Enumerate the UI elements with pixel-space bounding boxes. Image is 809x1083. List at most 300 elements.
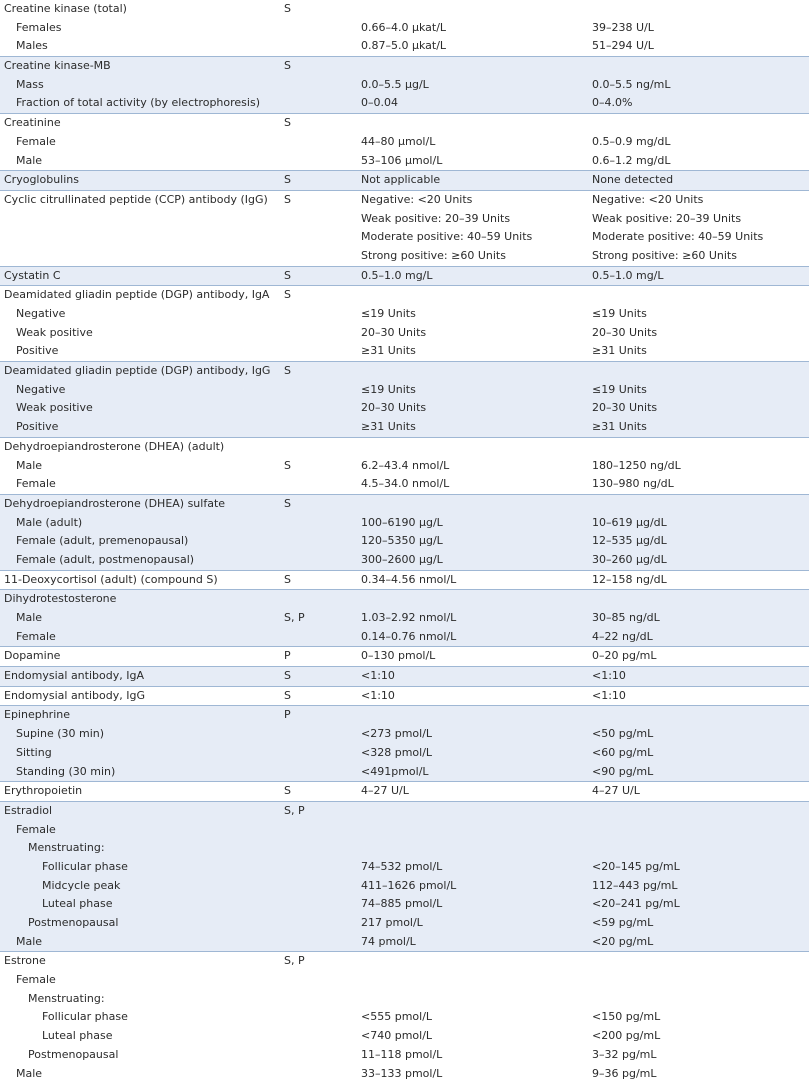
table-row-group xyxy=(0,190,809,266)
si-units-cell xyxy=(361,952,592,971)
specimen-cell xyxy=(284,37,361,56)
test-name-cell: Positive xyxy=(0,418,284,437)
test-name-cell: Male (adult) xyxy=(0,514,284,533)
table-row xyxy=(0,76,809,95)
table-row-group xyxy=(0,437,809,494)
table-row xyxy=(0,133,809,152)
test-name-cell: Postmenopausal xyxy=(0,1046,284,1065)
si-units-cell xyxy=(361,590,592,609)
si-units-cell: 0.66–4.0 µkat/L xyxy=(361,19,592,38)
specimen-cell xyxy=(284,438,361,457)
conventional-units-cell: 4–22 ng/dL xyxy=(592,628,809,647)
table-row xyxy=(0,802,809,821)
si-units-cell: 0.14–0.76 nmol/L xyxy=(361,628,592,647)
table-row xyxy=(0,744,809,763)
si-units-cell xyxy=(361,438,592,457)
conventional-units-cell: <59 pg/mL xyxy=(592,914,809,933)
specimen-cell xyxy=(284,247,361,266)
si-units-cell: 74 pmol/L xyxy=(361,933,592,952)
specimen-cell: S, P xyxy=(284,952,361,971)
specimen-cell xyxy=(284,971,361,990)
specimen-cell: S xyxy=(284,667,361,686)
test-name-cell: Weak positive xyxy=(0,324,284,343)
si-units-cell: 0.0–5.5 µg/L xyxy=(361,76,592,95)
conventional-units-cell: <1:10 xyxy=(592,667,809,686)
conventional-units-cell: None detected xyxy=(592,171,809,190)
test-name-cell: Female (adult, postmenopausal) xyxy=(0,551,284,570)
table-row xyxy=(0,418,809,437)
conventional-units-cell: 12–158 ng/dL xyxy=(592,571,809,590)
table-row xyxy=(0,647,809,666)
conventional-units-cell: 0.6–1.2 mg/dL xyxy=(592,152,809,171)
conventional-units-cell: ≤19 Units xyxy=(592,305,809,324)
specimen-cell: S xyxy=(284,114,361,133)
specimen-cell xyxy=(284,839,361,858)
conventional-units-cell: <60 pg/mL xyxy=(592,744,809,763)
table-row xyxy=(0,475,809,494)
conventional-units-cell: 0.5–0.9 mg/dL xyxy=(592,133,809,152)
test-name-cell: Female xyxy=(0,475,284,494)
test-name-cell: Male xyxy=(0,609,284,628)
si-units-cell xyxy=(361,0,592,19)
test-name-cell xyxy=(0,210,284,229)
table-row xyxy=(0,0,809,19)
conventional-units-cell xyxy=(592,286,809,305)
test-name-cell: Cryoglobulins xyxy=(0,171,284,190)
conventional-units-cell: <20–241 pg/mL xyxy=(592,895,809,914)
table-row xyxy=(0,362,809,381)
table-row-group xyxy=(0,494,809,570)
specimen-cell xyxy=(284,76,361,95)
specimen-cell xyxy=(284,914,361,933)
test-name-cell: Endomysial antibody, IgA xyxy=(0,667,284,686)
test-name-cell: Negative xyxy=(0,381,284,400)
test-name-cell: Cyclic citrullinated peptide (CCP) antibody (IgG) xyxy=(0,191,284,210)
table-row xyxy=(0,763,809,782)
table-row xyxy=(0,952,809,971)
specimen-cell xyxy=(284,1065,361,1083)
test-name-cell: Female (adult, premenopausal) xyxy=(0,532,284,551)
si-units-cell: 20–30 Units xyxy=(361,324,592,343)
si-units-cell: Moderate positive: 40–59 Units xyxy=(361,228,592,247)
si-units-cell: 100–6190 µg/L xyxy=(361,514,592,533)
si-units-cell: 11–118 pmol/L xyxy=(361,1046,592,1065)
conventional-units-cell xyxy=(592,0,809,19)
table-row-group xyxy=(0,56,809,113)
conventional-units-cell xyxy=(592,362,809,381)
table-row xyxy=(0,990,809,1009)
table-row xyxy=(0,114,809,133)
conventional-units-cell xyxy=(592,971,809,990)
conventional-units-cell: 10–619 µg/dL xyxy=(592,514,809,533)
specimen-cell xyxy=(284,133,361,152)
table-row xyxy=(0,706,809,725)
specimen-cell xyxy=(284,475,361,494)
conventional-units-cell xyxy=(592,802,809,821)
table-row xyxy=(0,971,809,990)
si-units-cell xyxy=(361,821,592,840)
table-row xyxy=(0,821,809,840)
table-row xyxy=(0,914,809,933)
conventional-units-cell xyxy=(592,821,809,840)
conventional-units-cell: 12–535 µg/dL xyxy=(592,532,809,551)
si-units-cell: 20–30 Units xyxy=(361,399,592,418)
conventional-units-cell xyxy=(592,114,809,133)
table-row-group xyxy=(0,113,809,170)
conventional-units-cell: 0–4.0% xyxy=(592,94,809,113)
si-units-cell: Negative: <20 Units xyxy=(361,191,592,210)
test-name-cell: Female xyxy=(0,133,284,152)
si-units-cell: 53–106 µmol/L xyxy=(361,152,592,171)
specimen-cell xyxy=(284,514,361,533)
specimen-cell xyxy=(284,532,361,551)
table-row xyxy=(0,152,809,171)
table-row xyxy=(0,590,809,609)
test-name-cell: Creatinine xyxy=(0,114,284,133)
test-name-cell: 11-Deoxycortisol (adult) (compound S) xyxy=(0,571,284,590)
specimen-cell: S xyxy=(284,571,361,590)
si-units-cell xyxy=(361,706,592,725)
test-name-cell: Mass xyxy=(0,76,284,95)
si-units-cell xyxy=(361,57,592,76)
si-units-cell: <273 pmol/L xyxy=(361,725,592,744)
table-row xyxy=(0,191,809,210)
conventional-units-cell: <150 pg/mL xyxy=(592,1008,809,1027)
conventional-units-cell: 20–30 Units xyxy=(592,399,809,418)
si-units-cell: ≥31 Units xyxy=(361,342,592,361)
table-row xyxy=(0,247,809,266)
table-row xyxy=(0,628,809,647)
specimen-cell: S xyxy=(284,171,361,190)
specimen-cell: S xyxy=(284,286,361,305)
specimen-cell xyxy=(284,1027,361,1046)
conventional-units-cell: 0–20 pg/mL xyxy=(592,647,809,666)
test-name-cell: Female xyxy=(0,971,284,990)
conventional-units-cell: 30–85 ng/dL xyxy=(592,609,809,628)
conventional-units-cell: <50 pg/mL xyxy=(592,725,809,744)
specimen-cell xyxy=(284,990,361,1009)
test-name-cell: Endomysial antibody, IgG xyxy=(0,687,284,706)
table-row xyxy=(0,609,809,628)
test-name-cell: Luteal phase xyxy=(0,1027,284,1046)
table-row xyxy=(0,877,809,896)
conventional-units-cell: <20 pg/mL xyxy=(592,933,809,952)
table-row xyxy=(0,399,809,418)
specimen-cell xyxy=(284,210,361,229)
si-units-cell: <1:10 xyxy=(361,687,592,706)
test-name-cell: Deamidated gliadin peptide (DGP) antibody, IgA xyxy=(0,286,284,305)
test-name-cell: Supine (30 min) xyxy=(0,725,284,744)
test-name-cell: Epinephrine xyxy=(0,706,284,725)
specimen-cell xyxy=(284,763,361,782)
test-name-cell: Creatine kinase-MB xyxy=(0,57,284,76)
specimen-cell xyxy=(284,590,361,609)
table-row xyxy=(0,571,809,590)
test-name-cell: Follicular phase xyxy=(0,858,284,877)
si-units-cell: Strong positive: ≥60 Units xyxy=(361,247,592,266)
conventional-units-cell xyxy=(592,839,809,858)
table-row xyxy=(0,324,809,343)
si-units-cell: <491pmol/L xyxy=(361,763,592,782)
si-units-cell: <555 pmol/L xyxy=(361,1008,592,1027)
test-name-cell: Luteal phase xyxy=(0,895,284,914)
conventional-units-cell: Moderate positive: 40–59 Units xyxy=(592,228,809,247)
table-row xyxy=(0,1027,809,1046)
specimen-cell xyxy=(284,877,361,896)
test-name-cell xyxy=(0,247,284,266)
si-units-cell: 0.34–4.56 nmol/L xyxy=(361,571,592,590)
si-units-cell: 217 pmol/L xyxy=(361,914,592,933)
specimen-cell: S xyxy=(284,687,361,706)
si-units-cell xyxy=(361,362,592,381)
conventional-units-cell: ≥31 Units xyxy=(592,342,809,361)
conventional-units-cell: 39–238 U/L xyxy=(592,19,809,38)
si-units-cell: 120–5350 µg/L xyxy=(361,532,592,551)
specimen-cell: S xyxy=(284,57,361,76)
table-row-group xyxy=(0,170,809,190)
table-row-group xyxy=(0,361,809,437)
si-units-cell: <1:10 xyxy=(361,667,592,686)
test-name-cell: Standing (30 min) xyxy=(0,763,284,782)
si-units-cell xyxy=(361,286,592,305)
specimen-cell: S, P xyxy=(284,802,361,821)
table-row xyxy=(0,57,809,76)
test-name-cell: Male xyxy=(0,1065,284,1083)
conventional-units-cell: 3–32 pg/mL xyxy=(592,1046,809,1065)
specimen-cell xyxy=(284,821,361,840)
specimen-cell: P xyxy=(284,706,361,725)
conventional-units-cell xyxy=(592,590,809,609)
conventional-units-cell xyxy=(592,952,809,971)
table-row-group xyxy=(0,285,809,361)
specimen-cell xyxy=(284,94,361,113)
specimen-cell xyxy=(284,305,361,324)
specimen-cell xyxy=(284,858,361,877)
table-row xyxy=(0,687,809,706)
table-row xyxy=(0,782,809,801)
si-units-cell xyxy=(361,495,592,514)
conventional-units-cell: <20–145 pg/mL xyxy=(592,858,809,877)
specimen-cell xyxy=(284,324,361,343)
table-row xyxy=(0,725,809,744)
specimen-cell: S, P xyxy=(284,609,361,628)
table-row-group xyxy=(0,951,809,1083)
test-name-cell: Estrone xyxy=(0,952,284,971)
test-name-cell: Dehydroepiandrosterone (DHEA) sulfate xyxy=(0,495,284,514)
table-row-group xyxy=(0,646,809,666)
test-name-cell: Male xyxy=(0,933,284,952)
si-units-cell: 74–532 pmol/L xyxy=(361,858,592,877)
specimen-cell: S xyxy=(284,191,361,210)
conventional-units-cell: ≥31 Units xyxy=(592,418,809,437)
si-units-cell xyxy=(361,114,592,133)
si-units-cell: Not applicable xyxy=(361,171,592,190)
si-units-cell: <328 pmol/L xyxy=(361,744,592,763)
conventional-units-cell: 180–1250 ng/dL xyxy=(592,457,809,476)
test-name-cell: Creatine kinase (total) xyxy=(0,0,284,19)
si-units-cell: 1.03–2.92 nmol/L xyxy=(361,609,592,628)
specimen-cell xyxy=(284,418,361,437)
si-units-cell: 44–80 µmol/L xyxy=(361,133,592,152)
si-units-cell: 6.2–43.4 nmol/L xyxy=(361,457,592,476)
si-units-cell xyxy=(361,971,592,990)
si-units-cell: 0.87–5.0 µkat/L xyxy=(361,37,592,56)
table-row xyxy=(0,19,809,38)
test-name-cell: Weak positive xyxy=(0,399,284,418)
test-name-cell xyxy=(0,228,284,247)
test-name-cell: Male xyxy=(0,152,284,171)
specimen-cell xyxy=(284,628,361,647)
table-row xyxy=(0,37,809,56)
test-name-cell: Male xyxy=(0,457,284,476)
table-row xyxy=(0,667,809,686)
table-row-group xyxy=(0,801,809,952)
si-units-cell: 0.5–1.0 mg/L xyxy=(361,267,592,286)
table-row xyxy=(0,514,809,533)
test-name-cell: Fraction of total activity (by electrophoresis) xyxy=(0,94,284,113)
test-name-cell: Deamidated gliadin peptide (DGP) antibody, IgG xyxy=(0,362,284,381)
specimen-cell xyxy=(284,342,361,361)
specimen-cell xyxy=(284,933,361,952)
conventional-units-cell: ≤19 Units xyxy=(592,381,809,400)
si-units-cell: ≥31 Units xyxy=(361,418,592,437)
test-name-cell: Males xyxy=(0,37,284,56)
specimen-cell xyxy=(284,152,361,171)
table-row-group xyxy=(0,686,809,706)
table-row-group xyxy=(0,666,809,686)
conventional-units-cell: Weak positive: 20–39 Units xyxy=(592,210,809,229)
table-row-group xyxy=(0,0,809,56)
specimen-cell: S xyxy=(284,267,361,286)
conventional-units-cell xyxy=(592,990,809,1009)
test-name-cell: Female xyxy=(0,821,284,840)
test-name-cell: Midcycle peak xyxy=(0,877,284,896)
table-row-group xyxy=(0,589,809,646)
conventional-units-cell xyxy=(592,495,809,514)
specimen-cell: S xyxy=(284,495,361,514)
test-name-cell: Follicular phase xyxy=(0,1008,284,1027)
table-row xyxy=(0,495,809,514)
si-units-cell: 0–0.04 xyxy=(361,94,592,113)
specimen-cell: S xyxy=(284,362,361,381)
table-row xyxy=(0,267,809,286)
test-name-cell: Postmenopausal xyxy=(0,914,284,933)
specimen-cell xyxy=(284,551,361,570)
table-row xyxy=(0,438,809,457)
table-row-group xyxy=(0,570,809,590)
specimen-cell xyxy=(284,1046,361,1065)
table-row xyxy=(0,551,809,570)
specimen-cell: P xyxy=(284,647,361,666)
table-row xyxy=(0,228,809,247)
specimen-cell xyxy=(284,381,361,400)
table-row xyxy=(0,457,809,476)
table-row xyxy=(0,381,809,400)
table-row xyxy=(0,895,809,914)
specimen-cell xyxy=(284,895,361,914)
table-row xyxy=(0,1065,809,1083)
table-row xyxy=(0,839,809,858)
test-name-cell: Dopamine xyxy=(0,647,284,666)
test-name-cell: Estradiol xyxy=(0,802,284,821)
conventional-units-cell: 0.5–1.0 mg/L xyxy=(592,267,809,286)
table-row xyxy=(0,210,809,229)
conventional-units-cell: <200 pg/mL xyxy=(592,1027,809,1046)
conventional-units-cell: 9–36 pg/mL xyxy=(592,1065,809,1083)
test-name-cell: Females xyxy=(0,19,284,38)
test-name-cell: Positive xyxy=(0,342,284,361)
conventional-units-cell xyxy=(592,438,809,457)
test-name-cell: Erythropoietin xyxy=(0,782,284,801)
table-row xyxy=(0,305,809,324)
si-units-cell: 33–133 pmol/L xyxy=(361,1065,592,1083)
conventional-units-cell: 130–980 ng/dL xyxy=(592,475,809,494)
specimen-cell: S xyxy=(284,457,361,476)
conventional-units-cell: 112–443 pg/mL xyxy=(592,877,809,896)
si-units-cell xyxy=(361,839,592,858)
test-name-cell: Female xyxy=(0,628,284,647)
test-name-cell: Negative xyxy=(0,305,284,324)
table-row xyxy=(0,286,809,305)
conventional-units-cell: 20–30 Units xyxy=(592,324,809,343)
conventional-units-cell: <90 pg/mL xyxy=(592,763,809,782)
table-row xyxy=(0,94,809,113)
si-units-cell: 4.5–34.0 nmol/L xyxy=(361,475,592,494)
specimen-cell xyxy=(284,228,361,247)
specimen-cell xyxy=(284,744,361,763)
si-units-cell: 4–27 U/L xyxy=(361,782,592,801)
table-row xyxy=(0,933,809,952)
test-name-cell: Menstruating: xyxy=(0,839,284,858)
si-units-cell: 74–885 pmol/L xyxy=(361,895,592,914)
conventional-units-cell: 4–27 U/L xyxy=(592,782,809,801)
test-name-cell: Cystatin C xyxy=(0,267,284,286)
table-row xyxy=(0,1046,809,1065)
conventional-units-cell: 51–294 U/L xyxy=(592,37,809,56)
conventional-units-cell xyxy=(592,706,809,725)
si-units-cell: 300–2600 µg/L xyxy=(361,551,592,570)
specimen-cell xyxy=(284,399,361,418)
specimen-cell xyxy=(284,1008,361,1027)
table-row xyxy=(0,342,809,361)
specimen-cell xyxy=(284,19,361,38)
test-name-cell: Dihydrotestosterone xyxy=(0,590,284,609)
si-units-cell: ≤19 Units xyxy=(361,381,592,400)
table-row-group xyxy=(0,781,809,801)
conventional-units-cell: 0.0–5.5 ng/mL xyxy=(592,76,809,95)
table-row-group xyxy=(0,266,809,286)
specimen-cell xyxy=(284,725,361,744)
si-units-cell: 0–130 pmol/L xyxy=(361,647,592,666)
test-name-cell: Menstruating: xyxy=(0,990,284,1009)
conventional-units-cell: <1:10 xyxy=(592,687,809,706)
specimen-cell: S xyxy=(284,0,361,19)
test-name-cell: Dehydroepiandrosterone (DHEA) (adult) xyxy=(0,438,284,457)
si-units-cell: <740 pmol/L xyxy=(361,1027,592,1046)
conventional-units-cell: Negative: <20 Units xyxy=(592,191,809,210)
conventional-units-cell: 30–260 µg/dL xyxy=(592,551,809,570)
table-row xyxy=(0,858,809,877)
table-row xyxy=(0,532,809,551)
si-units-cell: ≤19 Units xyxy=(361,305,592,324)
test-name-cell: Sitting xyxy=(0,744,284,763)
table-row xyxy=(0,171,809,190)
table-row xyxy=(0,1008,809,1027)
si-units-cell xyxy=(361,802,592,821)
si-units-cell: 411–1626 pmol/L xyxy=(361,877,592,896)
si-units-cell xyxy=(361,990,592,1009)
conventional-units-cell: Strong positive: ≥60 Units xyxy=(592,247,809,266)
